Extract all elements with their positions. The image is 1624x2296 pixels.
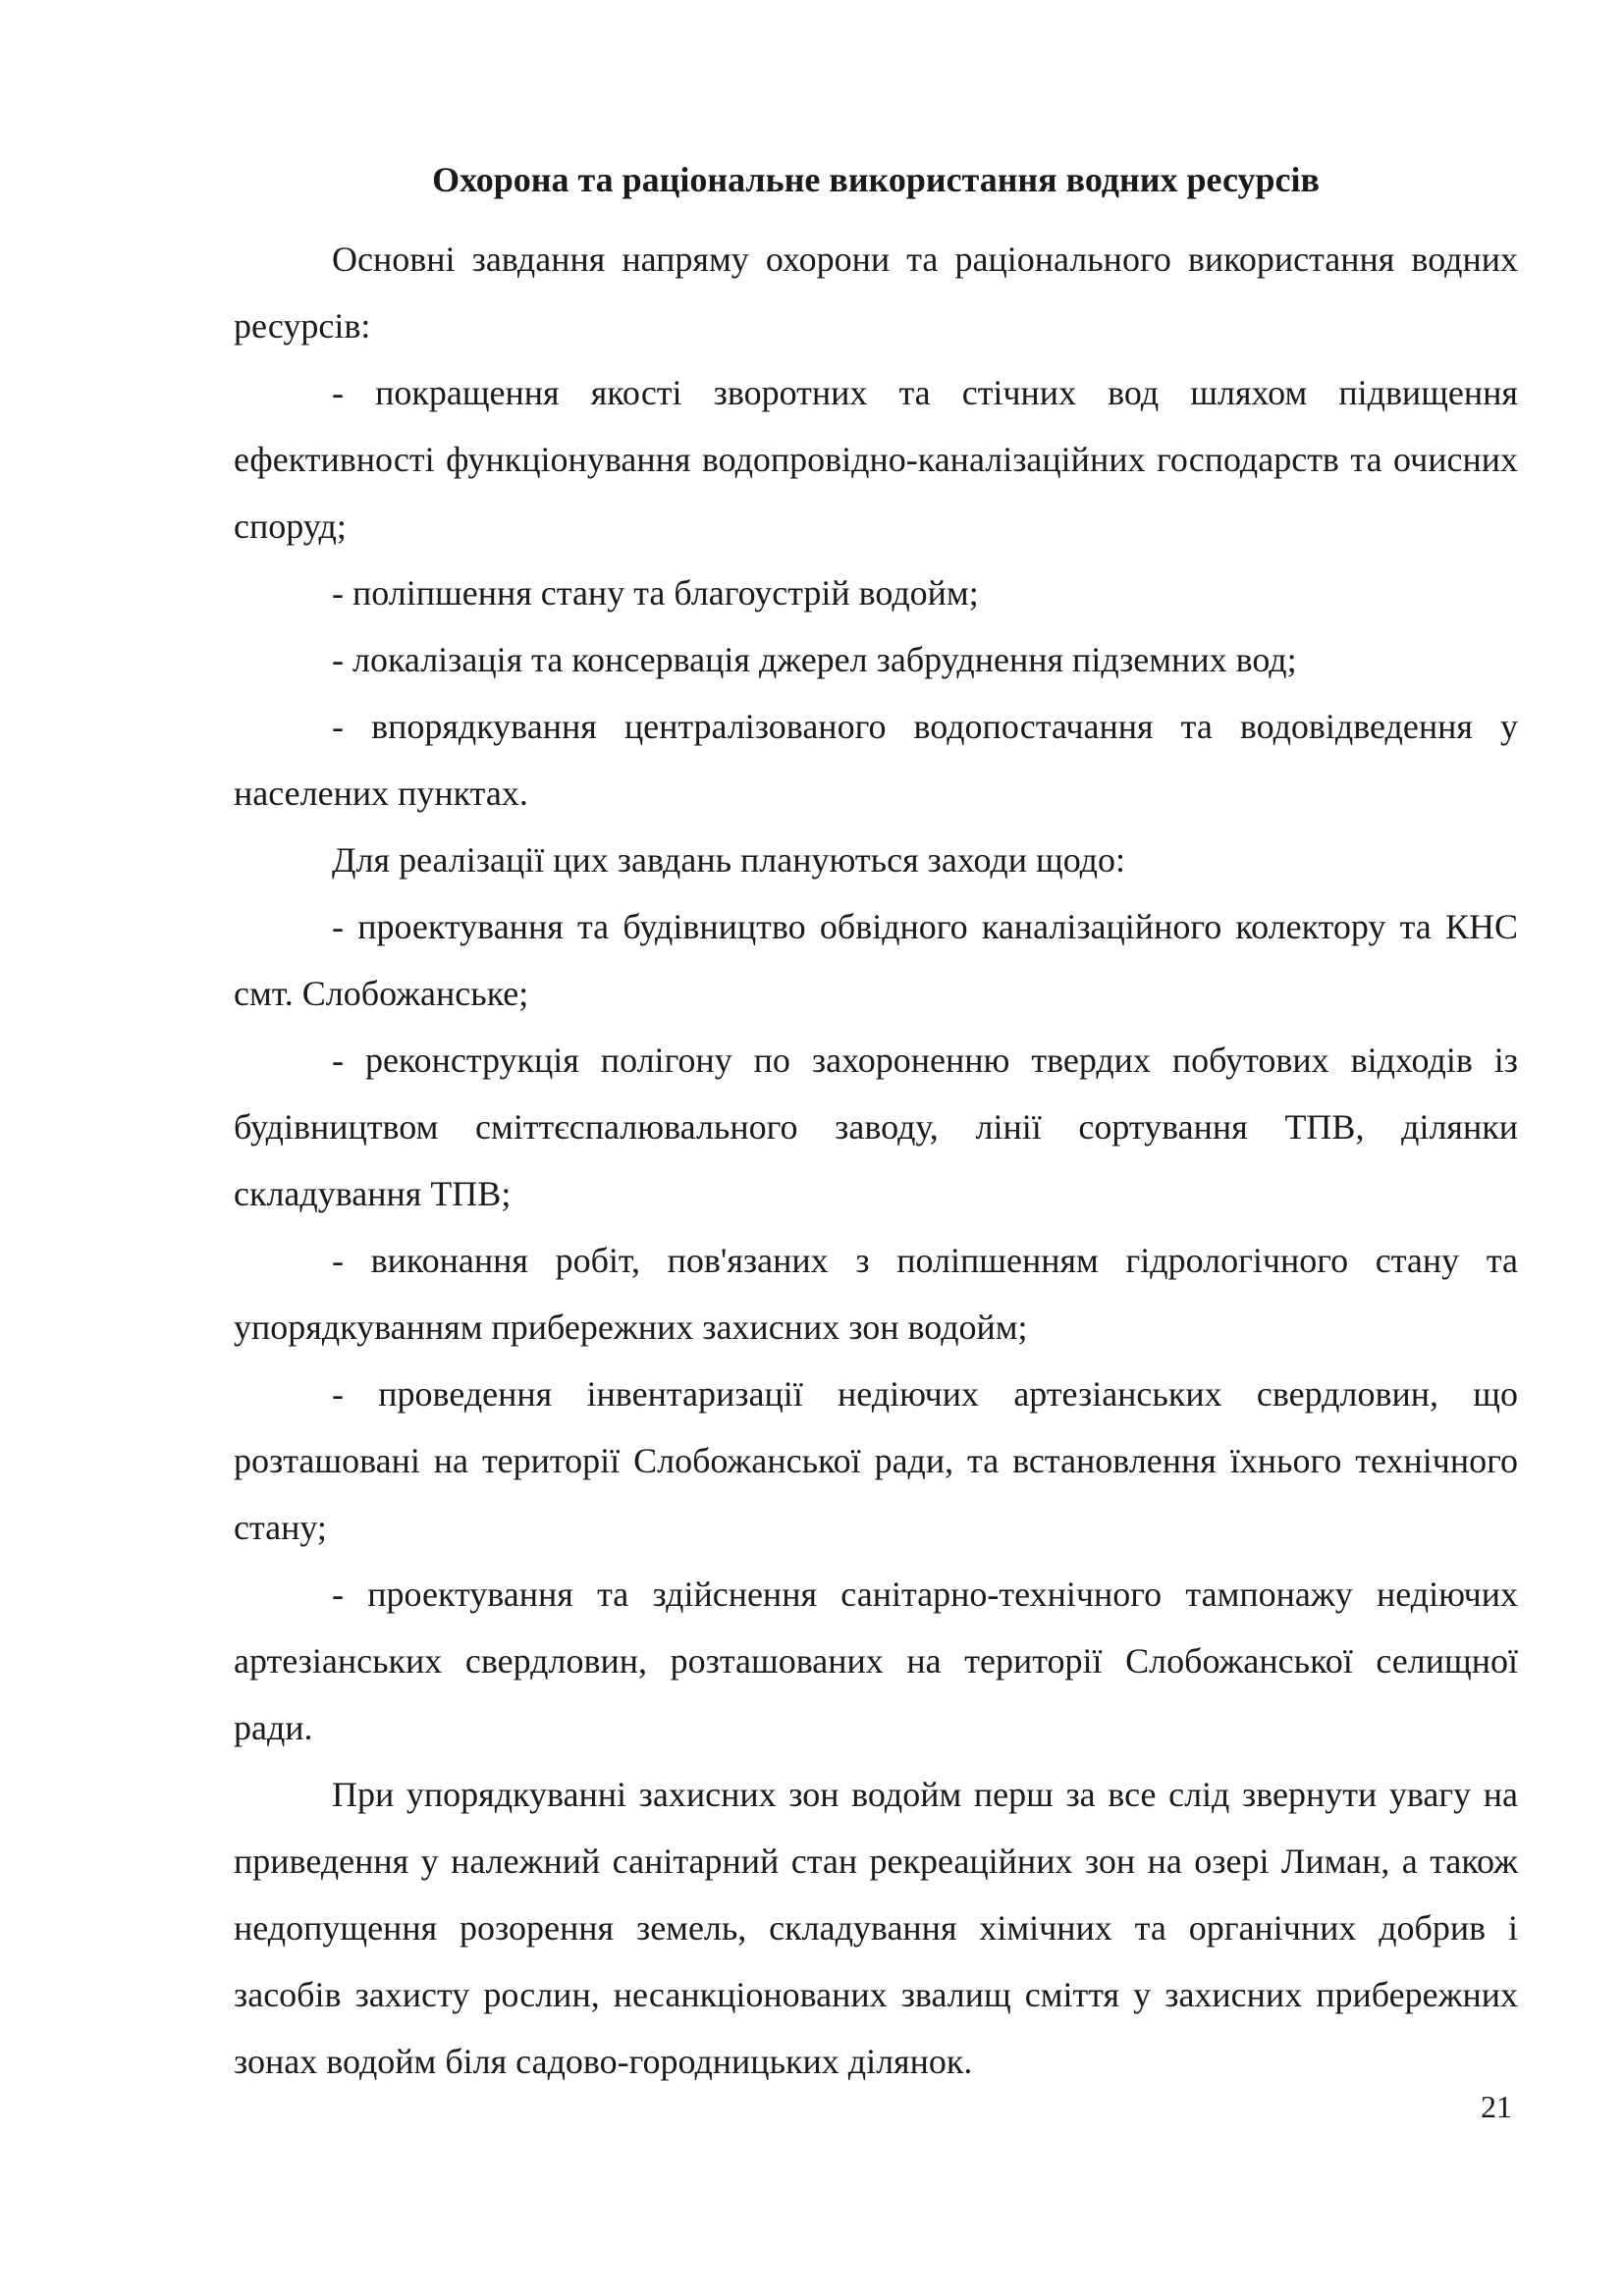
paragraph-task-groundwater: - локалізація та консервація джерел забруднення підземних вод; [332, 640, 1297, 679]
paragraph-protection-zones: При упорядкуванні захисних зон водойм перш за все слід звернути увагу на приведення у належний санітарний стан рекреаційних зон на озері Лиман, а також недопущення розорення земель, складування хімічних та органічних добрив і засобів захисту рослин, несанкціонованих звалищ сміття у захисних прибережних зонах водойм біля садово-городницьких ділянок. [234, 1775, 1518, 2081]
section-title: Охорона та раціональне використання водних ресурсів [432, 160, 1320, 199]
paragraph-task-water-supply: - впорядкування централізованого водопостачання та водовідведення у населених пунктах. [234, 707, 1518, 813]
paragraph-measures-intro: Для реалізації цих завдань плануються заходи щодо: [332, 840, 1125, 880]
paragraph-measure-hydrology: - виконання робіт, пов'язаних з поліпшенням гідрологічного стану та упорядкуванням прибережних захисних зон водойм; [234, 1241, 1518, 1347]
paragraph-intro: Основні завдання напряму охорони та раціонального використання водних ресурсів: [234, 240, 1518, 346]
paragraph-task-reservoirs: - поліпшення стану та благоустрій водойм; [332, 573, 979, 613]
paragraph-measure-collector: - проектування та будівництво обвідного каналізаційного колектору та КНС смт. Слобожанське; [234, 907, 1518, 1013]
page-number: 21 [1481, 2089, 1512, 2124]
paragraph-task-water-quality: - покращення якості зворотних та стічних вод шляхом підвищення ефективності функціонування водопровідно-каналізаційних господарств та очисних споруд; [234, 373, 1518, 546]
paragraph-measure-inventory: - проведення інвентаризації недіючих артезіанських свердловин, що розташовані на території Слобожанської ради, та встановлення їхнього технічного стану; [234, 1374, 1518, 1547]
paragraph-measure-plugging: - проектування та здійснення санітарно-технічного тампонажу недіючих артезіанських свердловин, розташованих на території Слобожанської селищної ради. [234, 1575, 1518, 1747]
paragraph-measure-landfill: - реконструкція полігону по захороненню твердих побутових відходів із будівництвом сміттєспалювального заводу, лінії сортування ТПВ, ділянки складування ТПВ; [234, 1041, 1518, 1213]
document-body [234, 147, 1518, 2095]
